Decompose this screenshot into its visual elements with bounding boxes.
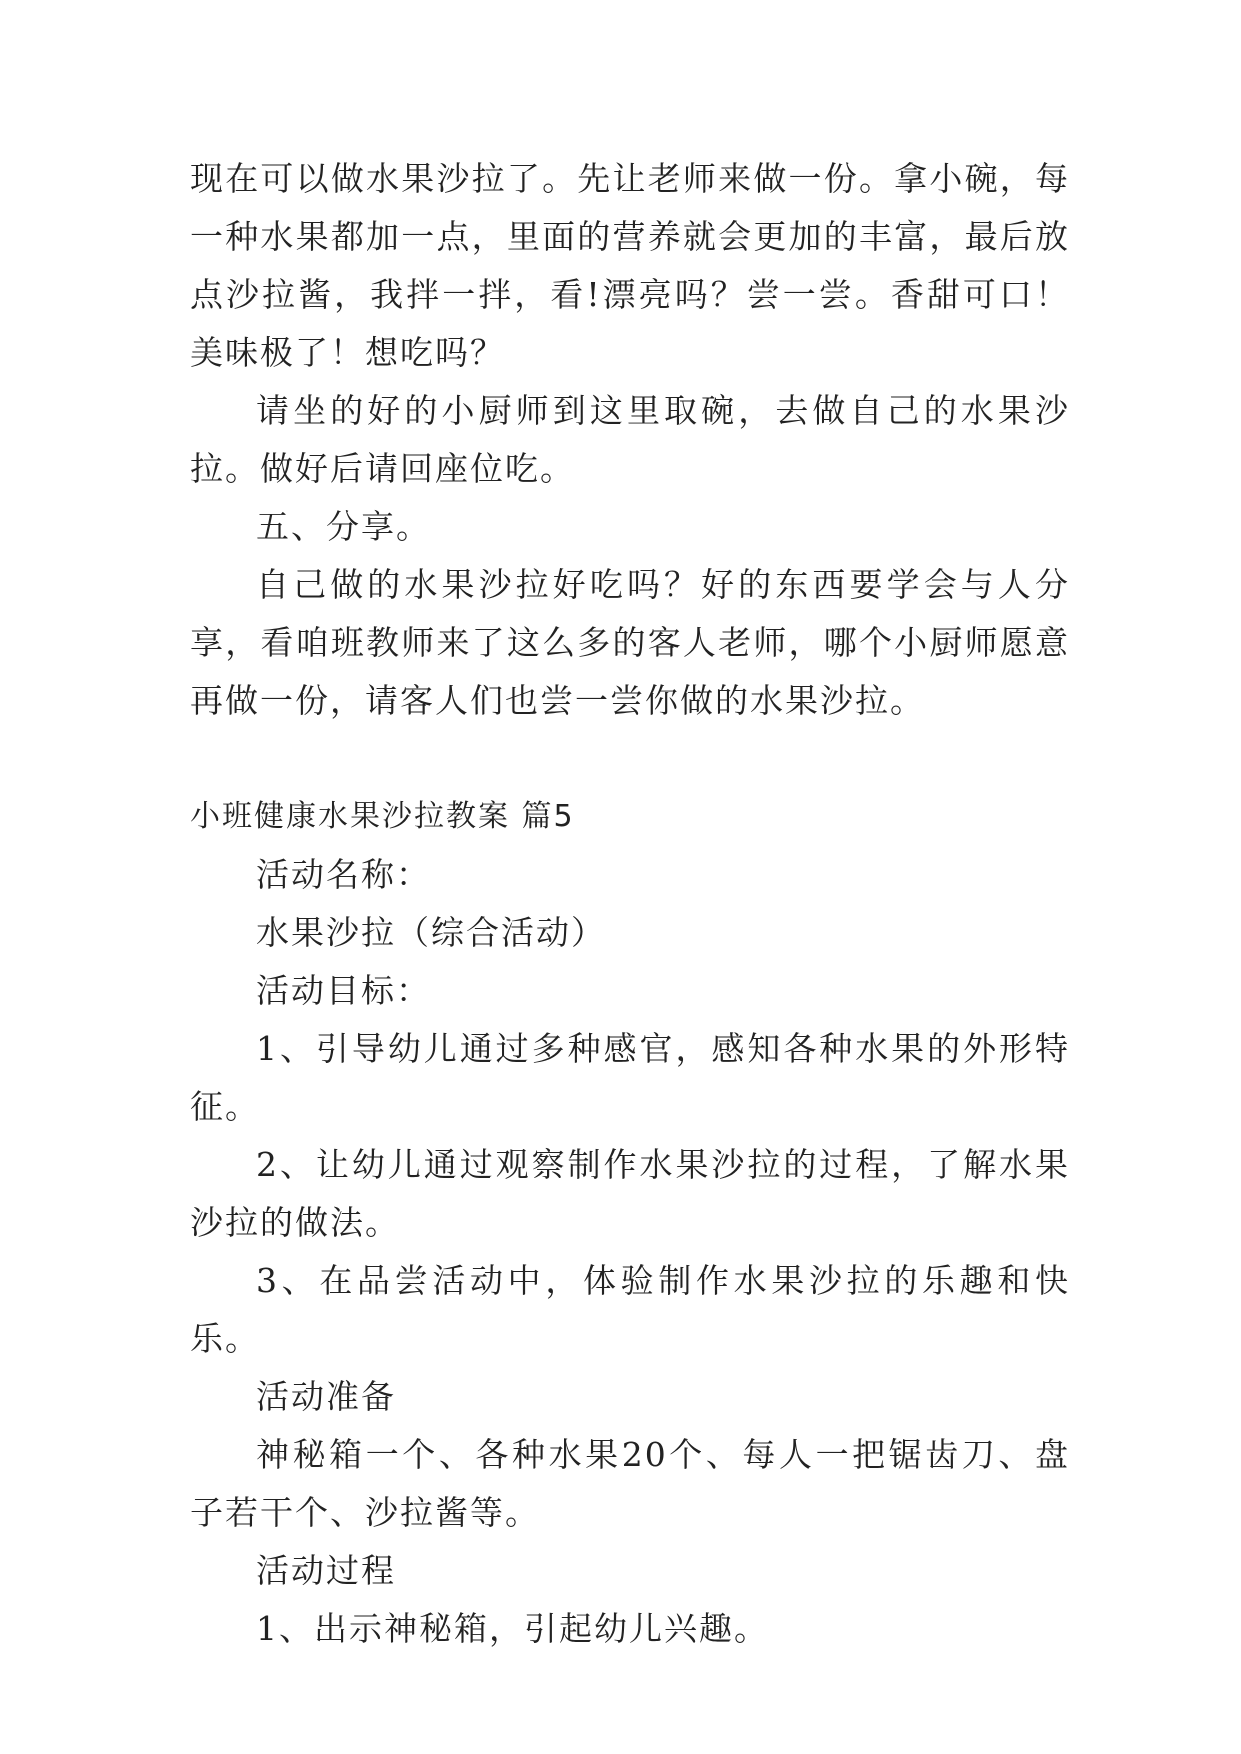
section-gap (190, 730, 1070, 788)
paragraph: 活动目标： (256, 971, 431, 1010)
paragraph: 请坐的好的小厨师到这里取碗，去做自己的水果沙拉。做好后请回座位吃。 (190, 391, 1070, 488)
list-item: 1、出示神秘箱，引起幼儿兴趣。 (256, 1609, 769, 1648)
document-body (190, 150, 1070, 1658)
lesson-plan-title: 小班健康水果沙拉教案 篇5 (190, 799, 575, 834)
section-heading: 五、分享。 (256, 507, 431, 546)
paragraph: 活动过程 (256, 1551, 396, 1590)
list-item: 1、引导幼儿通过多种感官，感知各种水果的外形特征。 (190, 1029, 1070, 1126)
paragraph: 活动准备 (256, 1377, 396, 1416)
list-item: 3、在品尝活动中，体验制作水果沙拉的乐趣和快乐。 (190, 1261, 1070, 1358)
paragraph: 活动名称： (256, 855, 431, 894)
paragraph: 自己做的水果沙拉好吃吗？好的东西要学会与人分享，看咱班教师来了这么多的客人老师，哪个小厨师愿意再做一份，请客人们也尝一尝你做的水果沙拉。 (190, 565, 1070, 720)
paragraph: 水果沙拉（综合活动） (256, 913, 606, 952)
list-item: 2、让幼儿通过观察制作水果沙拉的过程，了解水果沙拉的做法。 (190, 1145, 1070, 1242)
paragraph: 现在可以做水果沙拉了。先让老师来做一份。拿小碗，每一种水果都加一点，里面的营养就会更加的丰富，最后放点沙拉酱，我拌一拌，看!漂亮吗？尝一尝。香甜可口！美味极了！想吃吗？ (190, 159, 1070, 372)
paragraph: 神秘箱一个、各种水果20个、每人一把锯齿刀、盘子若干个、沙拉酱等。 (190, 1435, 1070, 1532)
